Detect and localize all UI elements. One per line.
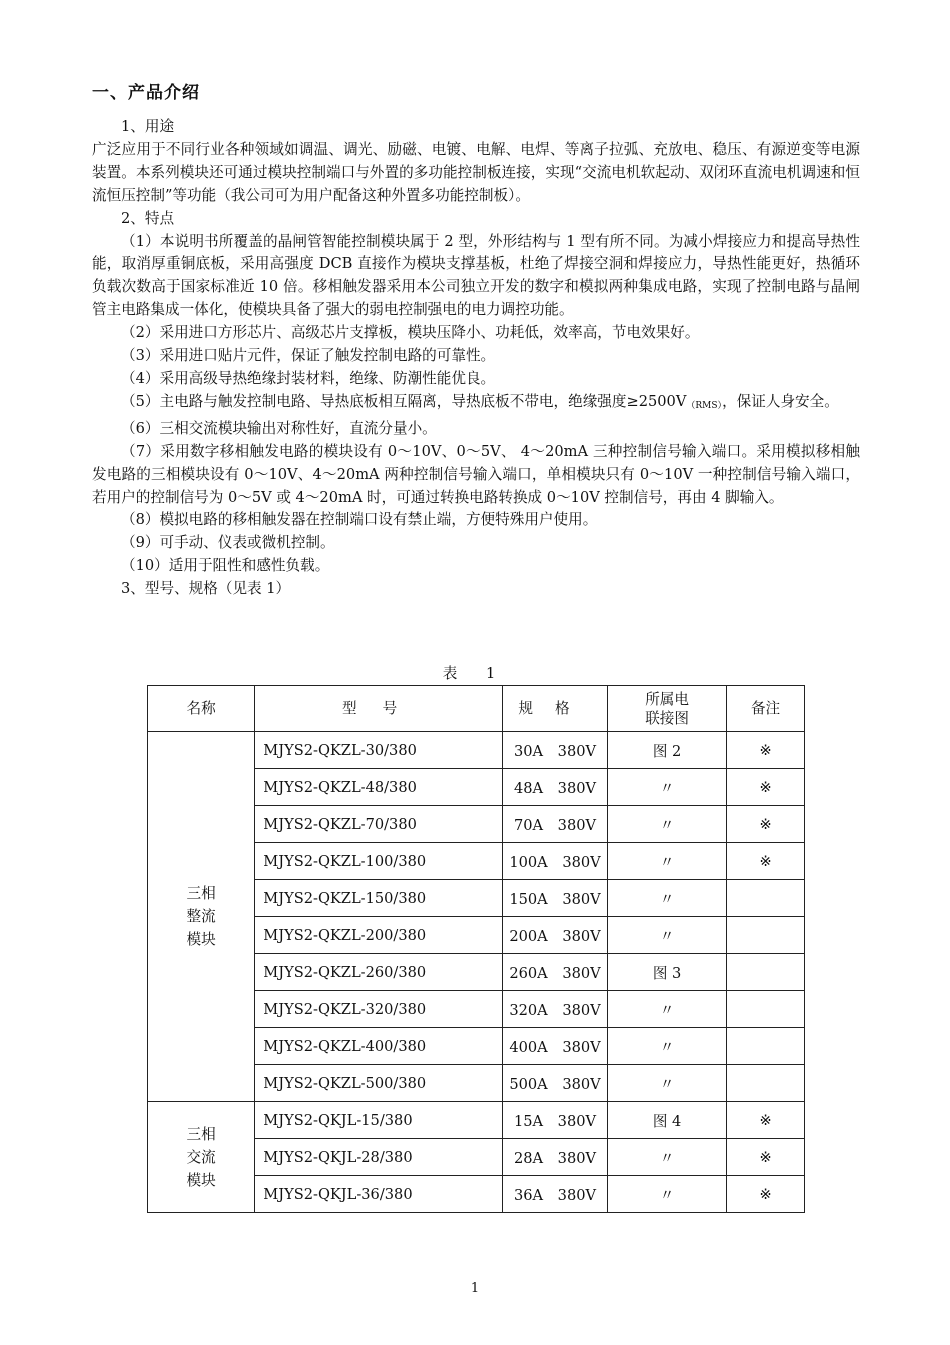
spec-cell: 28A 380V	[503, 1139, 608, 1176]
category-line: 整流	[186, 908, 216, 925]
page-number: 1	[470, 1281, 480, 1296]
spec-cell: 260A 380V	[503, 954, 608, 991]
spec-cell: 100A 380V	[503, 843, 608, 880]
model-cell: MJYS2-QKZL-320/380	[255, 991, 503, 1028]
feature-item: （10）适用于阻性和感性负载。	[121, 557, 330, 575]
spec-cell: 30A 380V	[503, 732, 608, 769]
note-cell: ※	[727, 1139, 805, 1176]
note-cell: ※	[727, 1176, 805, 1213]
table-row	[148, 1102, 805, 1139]
diagram-cell: 〃	[608, 991, 727, 1028]
model-cell: MJYS2-QKZL-500/380	[255, 1065, 503, 1102]
note-cell	[727, 991, 805, 1028]
category-ac	[148, 1102, 255, 1213]
diagram-cell: 〃	[608, 843, 727, 880]
spec-cell: 200A 380V	[503, 917, 608, 954]
feature-item: （3）采用进口贴片元件，保证了触发控制电路的可靠性。	[121, 347, 496, 365]
section-title: 一、产品介绍	[92, 83, 200, 103]
note-cell	[727, 880, 805, 917]
diagram-cell: 图 4	[608, 1102, 727, 1139]
header-diagram-line2: 联接图	[645, 709, 689, 727]
table-row	[148, 732, 805, 769]
category-line: 交流	[186, 1148, 216, 1166]
note-cell: ※	[727, 769, 805, 806]
spec-cell: 320A 380V	[503, 991, 608, 1028]
features-heading: 2、特点	[121, 209, 175, 227]
category-line: 三相	[186, 1125, 216, 1143]
table-caption: 表 1	[442, 665, 508, 682]
model-cell: MJYS2-QKZL-200/380	[255, 917, 503, 954]
header-model: 型号	[255, 686, 503, 732]
model-cell: MJYS2-QKJL-15/380	[255, 1102, 503, 1139]
diagram-cell: 〃	[608, 1065, 727, 1102]
note-cell	[727, 1028, 805, 1065]
feature-item: （2）采用进口方形芯片、高级芯片支撑板，模块压降小、功耗低，效率高，节电效果好。	[121, 324, 700, 342]
table-header-row	[148, 686, 805, 732]
diagram-cell: 〃	[608, 806, 727, 843]
body-text	[92, 116, 860, 601]
diagram-cell: 〃	[608, 1028, 727, 1065]
feature-item: （1）本说明书所覆盖的晶闸管智能控制模块属于 2 型，外形结构与 1 型有所不同。为减小焊接应力和提高导热性能，取消厚重铜底板，采用高强度 DCB 直接作为模块支撑基板，杜绝了焊接空洞和焊接应力，导热性能更好，热循环负载次数高于国家标准近 10 倍。移相触发器采用本公司独立开发的数字和模拟两种集成电路，实现了控制电路与晶闸管主电路集成一体化，使模块具备了强大的弱电控制强电的电力调控功能。	[92, 232, 860, 319]
header-note: 备注	[727, 686, 805, 732]
category-rectifier	[148, 732, 255, 1102]
usage-heading: 1、用途	[121, 118, 175, 135]
feature-item: （4）采用高级导热绝缘封装材料，绝缘、防潮性能优良。	[121, 369, 496, 387]
note-cell	[727, 1065, 805, 1102]
diagram-cell: 图 2	[608, 732, 727, 769]
header-spec: 规格	[503, 686, 608, 732]
diagram-cell: 〃	[608, 769, 727, 806]
note-cell: ※	[727, 806, 805, 843]
spec-cell: 500A 380V	[503, 1065, 608, 1102]
category-line: 三相	[186, 885, 216, 902]
model-cell: MJYS2-QKJL-28/380	[255, 1139, 503, 1176]
header-name: 名称	[148, 686, 255, 732]
model-cell: MJYS2-QKZL-150/380	[255, 880, 503, 917]
spec-cell: 150A 380V	[503, 880, 608, 917]
usage-paragraph: 广泛应用于不同行业各种领域如调温、调光、励磁、电镀、电解、电焊、等离子拉弧、充放电、稳压、有源逆变等电源装置。本系列模块还可通过模块控制端口与外置的多功能控制板连接，实现“交流电机软起动、双闭环直流电机调速和恒流恒压控制”等功能（我公司可为用户配备这种外置多功能控制板）。	[92, 140, 860, 204]
spec-cell: 15A 380V	[503, 1102, 608, 1139]
header-diagram	[608, 686, 727, 732]
feature-5-tail: ，保证人身安全。	[722, 392, 839, 410]
diagram-cell: 〃	[608, 917, 727, 954]
spec-cell: 70A 380V	[503, 806, 608, 843]
note-cell	[727, 917, 805, 954]
rms-subscript: （RMS）	[686, 400, 723, 411]
spec-cell: 36A 380V	[503, 1176, 608, 1213]
diagram-cell: 〃	[608, 880, 727, 917]
spec-cell: 48A 380V	[503, 769, 608, 806]
category-line: 模块	[186, 931, 216, 948]
spec-cell: 400A 380V	[503, 1028, 608, 1065]
feature-item: （6）三相交流模块输出对称性好，直流分量小。	[121, 419, 437, 437]
diagram-cell: 〃	[608, 1176, 727, 1213]
feature-item-5	[92, 391, 860, 418]
note-cell: ※	[727, 732, 805, 769]
model-cell: MJYS2-QKZL-260/380	[255, 954, 503, 991]
category-line: 模块	[186, 1171, 216, 1189]
model-cell: MJYS2-QKZL-400/380	[255, 1028, 503, 1065]
models-heading: 3、型号、规格（见表 1）	[121, 580, 291, 598]
model-cell: MJYS2-QKZL-70/380	[255, 806, 503, 843]
model-cell: MJYS2-QKJL-36/380	[255, 1176, 503, 1213]
spec-table	[147, 685, 805, 1213]
header-diagram-line1: 所属电	[645, 690, 689, 708]
note-cell: ※	[727, 843, 805, 880]
feature-item: （9）可手动、仪表或微机控制。	[121, 534, 335, 552]
note-cell: ※	[727, 1102, 805, 1139]
feature-item: （8）模拟电路的移相触发器在控制端口设有禁止端，方便特殊用户使用。	[121, 511, 598, 529]
model-cell: MJYS2-QKZL-100/380	[255, 843, 503, 880]
model-cell: MJYS2-QKZL-30/380	[255, 732, 503, 769]
diagram-cell: 〃	[608, 1139, 727, 1176]
note-cell	[727, 954, 805, 991]
model-cell: MJYS2-QKZL-48/380	[255, 769, 503, 806]
diagram-cell: 图 3	[608, 954, 727, 991]
feature-item: （7）采用数字移相触发电路的模块设有 0～10V、0～5V、 4～20mA 三种控制信号输入端口。采用模拟移相触发电路的三相模块设有 0～10V、4～20mA 两种控制信号输入端口，单相模块只有 0～10V 一种控制信号输入端口，若用户的控制信号为 0～5V 或 4～20mA 时，可通过转换电路转换成 0～10V 控制信号，再由 4 脚输入。	[92, 442, 860, 506]
feature-5-text: （5）主电路与触发控制电路、导热底板相互隔离，导热底板不带电，绝缘强度≥2500V	[121, 392, 687, 410]
